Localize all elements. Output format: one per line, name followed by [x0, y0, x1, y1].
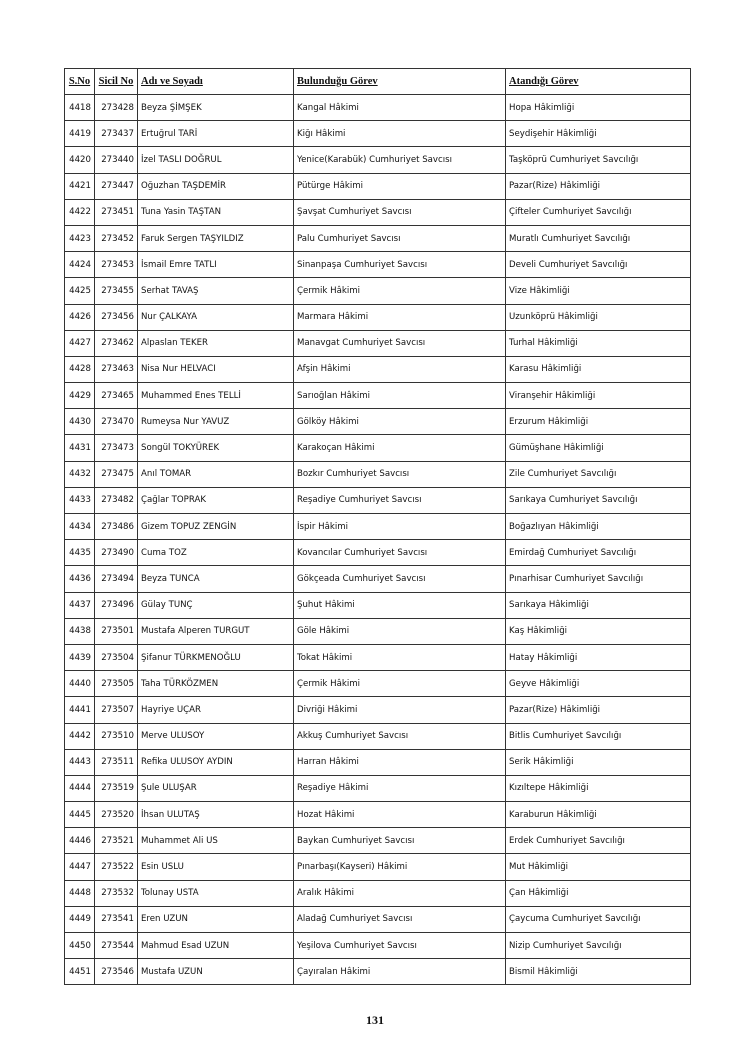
cell-assigned-position: Turhal Hâkimliği	[506, 330, 691, 356]
table-row	[65, 173, 691, 199]
cell-name: Beyza ŞİMŞEK	[138, 95, 294, 121]
cell-sicil-no: 273473	[95, 435, 138, 461]
table-row	[65, 933, 691, 959]
cell-assigned-position: Erdek Cumhuriyet Savcılığı	[506, 828, 691, 854]
cell-sicil-no: 273522	[95, 854, 138, 880]
cell-assigned-position: Pazar(Rize) Hâkimliği	[506, 697, 691, 723]
cell-current-position: Marmara Hâkimi	[294, 304, 506, 330]
cell-assigned-position: Çaycuma Cumhuriyet Savcılığı	[506, 906, 691, 932]
cell-name: Nur ÇALKAYA	[138, 304, 294, 330]
table-row	[65, 775, 691, 801]
table-row	[65, 802, 691, 828]
cell-current-position: Kiğı Hâkimi	[294, 121, 506, 147]
cell-current-position: Şavşat Cumhuriyet Savcısı	[294, 199, 506, 225]
cell-current-position: İspir Hâkimi	[294, 514, 506, 540]
cell-sno: 4434	[65, 514, 95, 540]
table-row	[65, 566, 691, 592]
cell-sicil-no: 273511	[95, 749, 138, 775]
cell-sno: 4443	[65, 749, 95, 775]
table-row	[65, 618, 691, 644]
cell-assigned-position: Bismil Hâkimliği	[506, 959, 691, 985]
cell-sno: 4430	[65, 409, 95, 435]
cell-sno: 4446	[65, 828, 95, 854]
table-row	[65, 95, 691, 121]
table-row	[65, 880, 691, 906]
cell-name: Merve ULUSOY	[138, 723, 294, 749]
cell-current-position: Tokat Hâkimi	[294, 644, 506, 670]
cell-name: Tolunay USTA	[138, 880, 294, 906]
cell-current-position: Şuhut Hâkimi	[294, 592, 506, 618]
cell-sno: 4450	[65, 933, 95, 959]
cell-sno: 4425	[65, 278, 95, 304]
cell-assigned-position: Sarıkaya Cumhuriyet Savcılığı	[506, 487, 691, 513]
cell-sicil-no: 273521	[95, 828, 138, 854]
appointment-table	[64, 68, 691, 985]
cell-sicil-no: 273452	[95, 225, 138, 251]
cell-assigned-position: Vize Hâkimliği	[506, 278, 691, 304]
cell-assigned-position: Nizip Cumhuriyet Savcılığı	[506, 933, 691, 959]
cell-sno: 4422	[65, 199, 95, 225]
cell-name: Alpaslan TEKER	[138, 330, 294, 356]
cell-sicil-no: 273453	[95, 252, 138, 278]
cell-sicil-no: 273463	[95, 356, 138, 382]
cell-sicil-no: 273504	[95, 644, 138, 670]
cell-name: Anıl TOMAR	[138, 461, 294, 487]
cell-sno: 4419	[65, 121, 95, 147]
cell-sno: 4451	[65, 959, 95, 985]
table-row	[65, 723, 691, 749]
cell-sicil-no: 273437	[95, 121, 138, 147]
cell-current-position: Pütürge Hâkimi	[294, 173, 506, 199]
cell-assigned-position: Zile Cumhuriyet Savcılığı	[506, 461, 691, 487]
cell-sno: 4423	[65, 225, 95, 251]
cell-sno: 4426	[65, 304, 95, 330]
cell-assigned-position: Gümüşhane Hâkimliği	[506, 435, 691, 461]
cell-sno: 4441	[65, 697, 95, 723]
cell-sicil-no: 273520	[95, 802, 138, 828]
table-row	[65, 435, 691, 461]
cell-current-position: Palu Cumhuriyet Savcısı	[294, 225, 506, 251]
table-row	[65, 644, 691, 670]
cell-current-position: Çayıralan Hâkimi	[294, 959, 506, 985]
cell-sicil-no: 273475	[95, 461, 138, 487]
cell-name: Serhat TAVAŞ	[138, 278, 294, 304]
cell-name: Refika ULUSOY AYDIN	[138, 749, 294, 775]
cell-current-position: Aladağ Cumhuriyet Savcısı	[294, 906, 506, 932]
cell-name: Beyza TUNCA	[138, 566, 294, 592]
cell-name: Taha TÜRKÖZMEN	[138, 671, 294, 697]
cell-current-position: Gölköy Hâkimi	[294, 409, 506, 435]
table-row	[65, 592, 691, 618]
cell-sicil-no: 273490	[95, 540, 138, 566]
cell-assigned-position: Uzunköprü Hâkimliği	[506, 304, 691, 330]
cell-assigned-position: Develi Cumhuriyet Savcılığı	[506, 252, 691, 278]
cell-sicil-no: 273494	[95, 566, 138, 592]
cell-sicil-no: 273455	[95, 278, 138, 304]
table-row	[65, 749, 691, 775]
cell-name: Tuna Yasin TAŞTAN	[138, 199, 294, 225]
cell-current-position: Yenice(Karabük) Cumhuriyet Savcısı	[294, 147, 506, 173]
cell-sno: 4433	[65, 487, 95, 513]
cell-name: Mahmud Esad UZUN	[138, 933, 294, 959]
cell-current-position: Aralık Hâkimi	[294, 880, 506, 906]
cell-name: Rumeysa Nur YAVUZ	[138, 409, 294, 435]
cell-current-position: Karakoçan Hâkimi	[294, 435, 506, 461]
cell-current-position: Harran Hâkimi	[294, 749, 506, 775]
cell-sno: 4445	[65, 802, 95, 828]
table-row	[65, 121, 691, 147]
cell-sicil-no: 273440	[95, 147, 138, 173]
cell-current-position: Reşadiye Cumhuriyet Savcısı	[294, 487, 506, 513]
cell-name: Cuma TOZ	[138, 540, 294, 566]
cell-sicil-no: 273507	[95, 697, 138, 723]
cell-name: İhsan ULUTAŞ	[138, 802, 294, 828]
cell-current-position: Baykan Cumhuriyet Savcısı	[294, 828, 506, 854]
table-row	[65, 147, 691, 173]
cell-name: Gülay TUNÇ	[138, 592, 294, 618]
cell-sicil-no: 273486	[95, 514, 138, 540]
cell-name: Şifanur TÜRKMENOĞLU	[138, 644, 294, 670]
cell-current-position: Yeşilova Cumhuriyet Savcısı	[294, 933, 506, 959]
table-row	[65, 487, 691, 513]
cell-name: Muhammed Enes TELLİ	[138, 383, 294, 409]
cell-current-position: Hozat Hâkimi	[294, 802, 506, 828]
cell-current-position: Kovancılar Cumhuriyet Savcısı	[294, 540, 506, 566]
cell-name: Mustafa UZUN	[138, 959, 294, 985]
cell-name: İzel TASLI DOĞRUL	[138, 147, 294, 173]
table-row	[65, 199, 691, 225]
header-sicil-no: Sicil No	[95, 69, 138, 95]
cell-name: Gizem TOPUZ ZENGİN	[138, 514, 294, 540]
cell-sicil-no: 273456	[95, 304, 138, 330]
cell-sicil-no: 273532	[95, 880, 138, 906]
table-row	[65, 225, 691, 251]
header-current-position: Bulunduğu Görev	[294, 69, 506, 95]
table-row	[65, 330, 691, 356]
cell-name: İsmail Emre TATLI	[138, 252, 294, 278]
cell-assigned-position: Seydişehir Hâkimliği	[506, 121, 691, 147]
cell-sicil-no: 273501	[95, 618, 138, 644]
cell-sno: 4420	[65, 147, 95, 173]
header-assigned-position: Atandığı Görev	[506, 69, 691, 95]
cell-assigned-position: Kaş Hâkimliği	[506, 618, 691, 644]
cell-name: Muhammet Ali US	[138, 828, 294, 854]
cell-sno: 4429	[65, 383, 95, 409]
cell-sicil-no: 273544	[95, 933, 138, 959]
cell-sicil-no: 273519	[95, 775, 138, 801]
header-name: Adı ve Soyadı	[138, 69, 294, 95]
cell-name: Çağlar TOPRAK	[138, 487, 294, 513]
cell-sicil-no: 273447	[95, 173, 138, 199]
cell-current-position: Bozkır Cumhuriyet Savcısı	[294, 461, 506, 487]
cell-assigned-position: Geyve Hâkimliği	[506, 671, 691, 697]
cell-sicil-no: 273482	[95, 487, 138, 513]
cell-sicil-no: 273505	[95, 671, 138, 697]
cell-name: Eren UZUN	[138, 906, 294, 932]
cell-assigned-position: Pınarhisar Cumhuriyet Savcılığı	[506, 566, 691, 592]
cell-sno: 4449	[65, 906, 95, 932]
cell-name: Oğuzhan TAŞDEMİR	[138, 173, 294, 199]
cell-sicil-no: 273465	[95, 383, 138, 409]
cell-assigned-position: Serik Hâkimliği	[506, 749, 691, 775]
cell-sicil-no: 273496	[95, 592, 138, 618]
cell-current-position: Reşadiye Hâkimi	[294, 775, 506, 801]
cell-sicil-no: 273428	[95, 95, 138, 121]
cell-assigned-position: Erzurum Hâkimliği	[506, 409, 691, 435]
table-row	[65, 828, 691, 854]
cell-sno: 4427	[65, 330, 95, 356]
table-row	[65, 278, 691, 304]
cell-assigned-position: Karasu Hâkimliği	[506, 356, 691, 382]
cell-assigned-position: Boğazlıyan Hâkimliği	[506, 514, 691, 540]
table-row	[65, 252, 691, 278]
cell-assigned-position: Muratlı Cumhuriyet Savcılığı	[506, 225, 691, 251]
cell-assigned-position: Pazar(Rize) Hâkimliği	[506, 173, 691, 199]
cell-sno: 4432	[65, 461, 95, 487]
cell-assigned-position: Kızıltepe Hâkimliği	[506, 775, 691, 801]
cell-current-position: Divriği Hâkimi	[294, 697, 506, 723]
cell-sno: 4438	[65, 618, 95, 644]
cell-name: Faruk Sergen TAŞYILDIZ	[138, 225, 294, 251]
table-row	[65, 304, 691, 330]
cell-assigned-position: Hatay Hâkimliği	[506, 644, 691, 670]
cell-name: Ertuğrul TARİ	[138, 121, 294, 147]
cell-sno: 4418	[65, 95, 95, 121]
cell-sno: 4444	[65, 775, 95, 801]
cell-sno: 4435	[65, 540, 95, 566]
cell-sno: 4436	[65, 566, 95, 592]
cell-sno: 4440	[65, 671, 95, 697]
cell-sno: 4437	[65, 592, 95, 618]
cell-name: Mustafa Alperen TURGUT	[138, 618, 294, 644]
table-row	[65, 906, 691, 932]
cell-current-position: Çermik Hâkimi	[294, 671, 506, 697]
cell-current-position: Pınarbaşı(Kayseri) Hâkimi	[294, 854, 506, 880]
cell-sicil-no: 273462	[95, 330, 138, 356]
cell-current-position: Afşin Hâkimi	[294, 356, 506, 382]
table-row	[65, 514, 691, 540]
table-row	[65, 854, 691, 880]
cell-sno: 4428	[65, 356, 95, 382]
cell-current-position: Manavgat Cumhuriyet Savcısı	[294, 330, 506, 356]
cell-current-position: Sarıoğlan Hâkimi	[294, 383, 506, 409]
cell-current-position: Çermik Hâkimi	[294, 278, 506, 304]
cell-name: Şule ULUŞAR	[138, 775, 294, 801]
cell-current-position: Kangal Hâkimi	[294, 95, 506, 121]
table-header-row	[65, 69, 691, 95]
cell-assigned-position: Sarıkaya Hâkimliği	[506, 592, 691, 618]
cell-name: Nisa Nur HELVACI	[138, 356, 294, 382]
cell-sno: 4447	[65, 854, 95, 880]
table-row	[65, 356, 691, 382]
cell-assigned-position: Mut Hâkimliği	[506, 854, 691, 880]
cell-assigned-position: Hopa Hâkimliği	[506, 95, 691, 121]
cell-sno: 4431	[65, 435, 95, 461]
cell-sicil-no: 273541	[95, 906, 138, 932]
cell-assigned-position: Çan Hâkimliği	[506, 880, 691, 906]
cell-sicil-no: 273546	[95, 959, 138, 985]
cell-current-position: Sinanpaşa Cumhuriyet Savcısı	[294, 252, 506, 278]
table-row	[65, 383, 691, 409]
cell-sno: 4421	[65, 173, 95, 199]
cell-current-position: Akkuş Cumhuriyet Savcısı	[294, 723, 506, 749]
cell-assigned-position: Bitlis Cumhuriyet Savcılığı	[506, 723, 691, 749]
cell-name: Hayriye UÇAR	[138, 697, 294, 723]
cell-name: Songül TOKYÜREK	[138, 435, 294, 461]
cell-sno: 4424	[65, 252, 95, 278]
page-number: 131	[366, 1013, 384, 1027]
cell-sno: 4439	[65, 644, 95, 670]
header-sno: S.No	[65, 69, 95, 95]
cell-sicil-no: 273470	[95, 409, 138, 435]
table-row	[65, 671, 691, 697]
cell-assigned-position: Viranşehir Hâkimliği	[506, 383, 691, 409]
cell-assigned-position: Çifteler Cumhuriyet Savcılığı	[506, 199, 691, 225]
table-row	[65, 697, 691, 723]
table-row	[65, 409, 691, 435]
cell-assigned-position: Emirdağ Cumhuriyet Savcılığı	[506, 540, 691, 566]
cell-sno: 4448	[65, 880, 95, 906]
cell-sno: 4442	[65, 723, 95, 749]
cell-current-position: Gökçeada Cumhuriyet Savcısı	[294, 566, 506, 592]
cell-sicil-no: 273510	[95, 723, 138, 749]
table-row	[65, 540, 691, 566]
table-row	[65, 461, 691, 487]
cell-sicil-no: 273451	[95, 199, 138, 225]
cell-current-position: Göle Hâkimi	[294, 618, 506, 644]
cell-name: Esin USLU	[138, 854, 294, 880]
cell-assigned-position: Karaburun Hâkimliği	[506, 802, 691, 828]
cell-assigned-position: Taşköprü Cumhuriyet Savcılığı	[506, 147, 691, 173]
table-row	[65, 959, 691, 985]
